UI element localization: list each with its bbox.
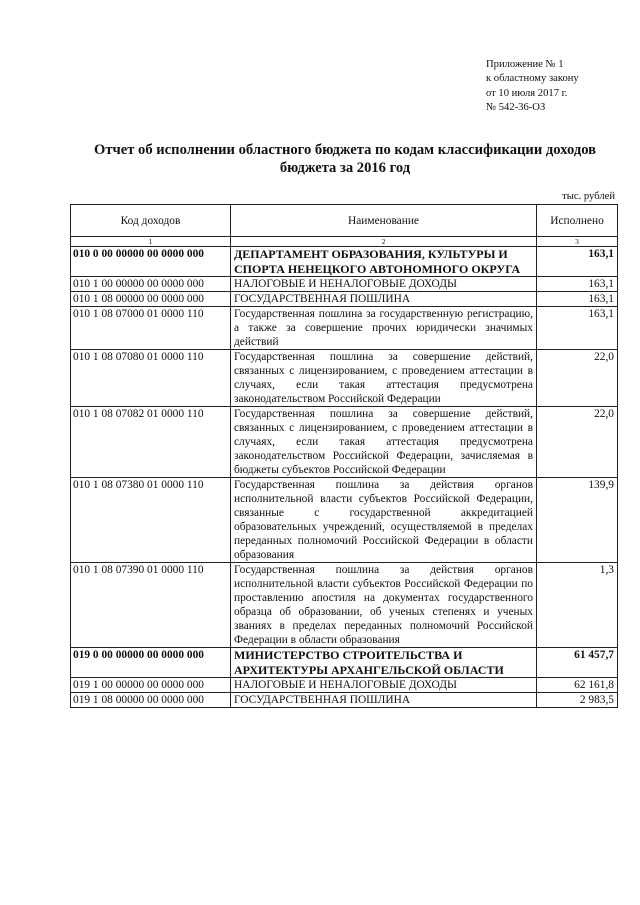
column-number: 1 [71,237,231,247]
appendix-line: от 10 июля 2017 г. [486,87,568,99]
column-number-row [71,237,618,247]
row-value: 163,1 [537,292,618,307]
header-name: Наименование [231,205,537,237]
row-value: 61 457,7 [537,648,618,678]
row-value: 139,9 [537,478,618,563]
row-code: 010 1 08 07082 01 0000 110 [71,407,231,478]
table-row [71,693,618,708]
table-row [71,350,618,407]
table-row [71,678,618,693]
row-value: 1,3 [537,563,618,648]
row-name: НАЛОГОВЫЕ И НЕНАЛОГОВЫЕ ДОХОДЫ [231,277,537,292]
table-row [71,292,618,307]
appendix-line: № 542-36-ОЗ [486,101,546,113]
row-name: ГОСУДАРСТВЕННАЯ ПОШЛИНА [231,292,537,307]
table-row [71,247,618,277]
row-name: Государственная пошлина за действия органов исполнительной власти субъектов Российской Федерации, связанные с государственной аккредитацией образовательных учреждений, осуществляемой в пределах переданных полномочий Российской Федерации в области образования [231,478,537,563]
row-code: 010 0 00 00000 00 0000 000 [71,247,231,277]
row-name: НАЛОГОВЫЕ И НЕНАЛОГОВЫЕ ДОХОДЫ [231,678,537,693]
row-value: 163,1 [537,277,618,292]
row-code: 010 1 08 07380 01 0000 110 [71,478,231,563]
row-value: 22,0 [537,350,618,407]
row-name: Государственная пошлина за совершение действий, связанных с лицензированием, с проведением аттестации в случаях, если такая аттестация предусмотрена законодательством Российской Федерации, зачисляемая в бюджеты субъектов Российской Федерации [231,407,537,478]
report-title-line: Отчет об исполнении областного бюджета по кодам классификации доходов [93,142,597,158]
revenue-table [70,204,618,708]
appendix-line: Приложение № 1 [486,59,564,70]
row-value: 62 161,8 [537,678,618,693]
row-value: 2 983,5 [537,693,618,708]
row-name: МИНИСТЕРСТВО СТРОИТЕЛЬСТВА И АРХИТЕКТУРЫ АРХАНГЕЛЬСКОЙ ОБЛАСТИ [231,648,537,678]
appendix-block [486,58,579,115]
table-row [71,648,618,678]
row-code: 010 1 08 07390 01 0000 110 [71,563,231,648]
table-row [71,277,618,292]
row-name: ГОСУДАРСТВЕННАЯ ПОШЛИНА [231,693,537,708]
row-value: 163,1 [537,307,618,350]
row-code: 019 1 00 00000 00 0000 000 [71,678,231,693]
row-value: 22,0 [537,407,618,478]
table-row [71,407,618,478]
column-number: 3 [537,237,618,247]
row-name: Государственная пошлина за государственную регистрацию, а также за совершение прочих юридически значимых действий [231,307,537,350]
units-label: тыс. рублей [562,191,615,202]
row-code: 010 1 08 07080 01 0000 110 [71,350,231,407]
row-value: 163,1 [537,247,618,277]
row-code: 019 0 00 00000 00 0000 000 [71,648,231,678]
table-row [71,563,618,648]
table-row [71,307,618,350]
header-code: Код доходов [71,205,231,237]
report-title [70,141,620,177]
column-number: 2 [231,237,537,247]
row-code: 019 1 08 00000 00 0000 000 [71,693,231,708]
row-name: Государственная пошлина за совершение действий, связанных с лицензированием, с проведением аттестации в случаях, если такая аттестация предусмотрена законодательством Российской Федерации [231,350,537,407]
row-name: ДЕПАРТАМЕНТ ОБРАЗОВАНИЯ, КУЛЬТУРЫ И СПОРТА НЕНЕЦКОГО АВТОНОМНОГО ОКРУГА [231,247,537,277]
row-code: 010 1 00 00000 00 0000 000 [71,277,231,292]
appendix-line: к областному закону [486,73,579,85]
table-row [71,478,618,563]
header-row [71,205,618,237]
row-name: Государственная пошлина за действия органов исполнительной власти субъектов Российской Федерации по проставлению апостиля на документах государственного образца об образовании, об ученых степенях и ученых званиях в пределах переданных полномочий Российской Федерации в области образования [231,563,537,648]
header-value: Исполнено [537,205,618,237]
row-code: 010 1 08 07000 01 0000 110 [71,307,231,350]
report-title-line: бюджета за 2016 год [279,160,411,176]
row-code: 010 1 08 00000 00 0000 000 [71,292,231,307]
